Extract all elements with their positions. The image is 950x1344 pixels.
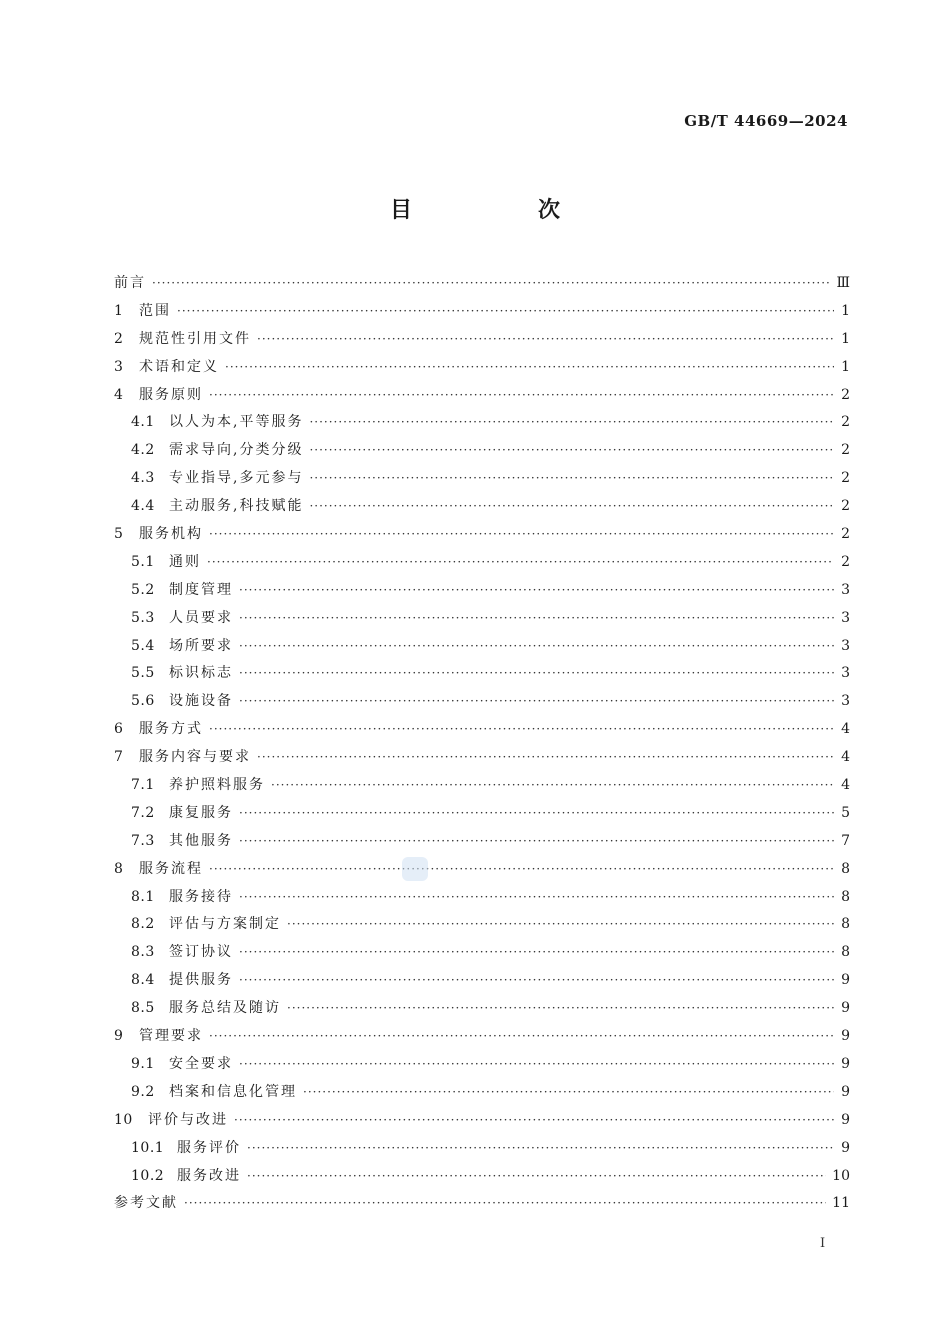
dot-leader <box>287 995 834 1023</box>
dot-leader <box>257 326 834 354</box>
toc-entry-label: 评估与方案制定 <box>169 916 281 933</box>
toc-entry-page: 9 <box>841 1000 850 1017</box>
toc-entry[interactable] <box>114 800 850 828</box>
toc-entry[interactable] <box>114 605 850 633</box>
toc-entry-label: 服务原则 <box>139 386 203 403</box>
page-number: I <box>820 1236 826 1251</box>
toc-entry-page: 9 <box>841 1083 850 1100</box>
dot-leader <box>152 270 830 298</box>
toc-entry-page: 8 <box>841 916 850 933</box>
dot-leader <box>309 437 834 465</box>
toc-entry-page: 9 <box>841 1139 850 1156</box>
dot-leader <box>234 1107 834 1135</box>
toc-entry[interactable] <box>114 521 850 549</box>
toc-entry[interactable] <box>114 382 850 410</box>
toc-entry-label: 人员要求 <box>169 609 233 626</box>
toc-entry-number: 7 <box>114 749 124 766</box>
toc-entry[interactable] <box>114 409 850 437</box>
dot-leader <box>309 465 834 493</box>
toc-entry[interactable] <box>114 884 850 912</box>
toc-entry-label: 养护照料服务 <box>169 777 265 794</box>
toc-entry-label: 参考文献 <box>114 1195 178 1212</box>
toc-entry-label: 服务内容与要求 <box>139 749 251 766</box>
dot-leader <box>239 884 834 912</box>
toc-entry-number: 4.2 <box>131 442 155 459</box>
toc-entry-page: 11 <box>832 1195 850 1212</box>
toc-entry-page: Ⅲ <box>836 275 850 291</box>
toc-entry[interactable] <box>114 995 850 1023</box>
toc-entry-number: 9.2 <box>131 1083 155 1100</box>
dot-leader <box>239 633 834 661</box>
dot-leader <box>239 688 834 716</box>
toc-entry[interactable] <box>114 549 850 577</box>
toc-entry[interactable] <box>114 688 850 716</box>
toc-entry-label: 场所要求 <box>169 637 233 654</box>
toc-entry-label: 服务机构 <box>139 526 203 543</box>
toc-entry[interactable] <box>114 1079 850 1107</box>
toc-entry-page: 2 <box>841 442 850 459</box>
dot-leader <box>239 605 834 633</box>
toc-entry-number: 5 <box>114 526 124 543</box>
toc-entry-page: 2 <box>841 414 850 431</box>
toc-entry[interactable] <box>114 1107 850 1135</box>
dot-leader <box>239 660 834 688</box>
toc-entry-page: 10 <box>832 1167 850 1184</box>
toc-entry-label: 服务评价 <box>177 1139 241 1156</box>
toc-entry-page: 9 <box>841 1055 850 1072</box>
toc-entry-label: 以人为本,平等服务 <box>169 414 304 431</box>
watermark-logo <box>402 857 428 881</box>
toc-entry-label: 通则 <box>169 553 201 570</box>
toc-entry-label: 设施设备 <box>169 693 233 710</box>
toc-entry-label: 管理要求 <box>139 1028 203 1045</box>
dot-leader <box>207 549 834 577</box>
toc-entry-number: 4.4 <box>131 498 155 515</box>
toc-entry-number: 10.2 <box>131 1167 165 1184</box>
dot-leader <box>309 409 834 437</box>
toc-entry-number: 10.1 <box>131 1139 165 1156</box>
toc-entry-number: 8.4 <box>131 972 155 989</box>
toc-entry[interactable] <box>114 1051 850 1079</box>
toc-entry-number: 4.1 <box>131 414 155 431</box>
toc-entry-page: 2 <box>841 470 850 487</box>
toc-entry-page: 1 <box>841 330 850 347</box>
toc-entry-number: 4.3 <box>131 470 155 487</box>
toc-entry-label: 康复服务 <box>169 804 233 821</box>
toc-entry-number: 8.2 <box>131 916 155 933</box>
dot-leader <box>303 1079 834 1107</box>
toc-entry-page: 4 <box>841 777 850 794</box>
toc-entry[interactable] <box>114 633 850 661</box>
toc-entry-number: 5.3 <box>131 609 155 626</box>
dot-leader <box>239 828 834 856</box>
toc-entry-label: 服务流程 <box>139 860 203 877</box>
toc-entry-page: 7 <box>841 832 850 849</box>
toc-entry-label: 主动服务,科技赋能 <box>169 498 304 515</box>
page-title: 目 次 <box>389 198 612 223</box>
dot-leader <box>309 493 834 521</box>
toc-entry[interactable] <box>114 493 850 521</box>
standard-code: GB/T 44669—2024 <box>684 112 848 130</box>
table-of-contents <box>114 270 850 1218</box>
dot-leader <box>239 1051 834 1079</box>
toc-entry-page: 4 <box>841 721 850 738</box>
toc-entry-number: 7.3 <box>131 832 155 849</box>
dot-leader <box>271 772 834 800</box>
toc-entry-label: 档案和信息化管理 <box>169 1083 297 1100</box>
dot-leader <box>239 577 834 605</box>
toc-entry[interactable] <box>114 1163 850 1191</box>
toc-entry-number: 6 <box>114 721 124 738</box>
dot-leader <box>209 716 834 744</box>
toc-entry[interactable] <box>114 577 850 605</box>
dot-leader <box>225 354 834 382</box>
toc-entry-label: 专业指导,多元参与 <box>169 470 304 487</box>
toc-entry[interactable] <box>114 744 850 772</box>
toc-entry[interactable] <box>114 326 850 354</box>
toc-entry-label: 评价与改进 <box>148 1111 228 1128</box>
toc-entry-page: 8 <box>841 944 850 961</box>
toc-entry[interactable] <box>114 967 850 995</box>
toc-entry-page: 9 <box>841 1028 850 1045</box>
toc-entry[interactable] <box>114 911 850 939</box>
dot-leader <box>239 800 834 828</box>
toc-entry[interactable] <box>114 465 850 493</box>
toc-entry-page: 2 <box>841 526 850 543</box>
toc-entry-number: 4 <box>114 386 124 403</box>
toc-entry-page: 5 <box>841 804 850 821</box>
dot-leader <box>257 744 834 772</box>
toc-entry-number: 8.3 <box>131 944 155 961</box>
dot-leader <box>177 298 834 326</box>
toc-entry-number: 2 <box>114 330 124 347</box>
toc-entry[interactable] <box>114 856 850 884</box>
toc-entry-page: 3 <box>841 609 850 626</box>
toc-entry[interactable] <box>114 1135 850 1163</box>
toc-entry-label: 提供服务 <box>169 972 233 989</box>
dot-leader <box>247 1135 834 1163</box>
toc-entry-number: 5.5 <box>131 665 155 682</box>
toc-entry-label: 范围 <box>139 302 171 319</box>
toc-entry-page: 9 <box>841 1111 850 1128</box>
toc-entry-number: 5.1 <box>131 553 155 570</box>
toc-entry-label: 需求导向,分类分级 <box>169 442 304 459</box>
dot-leader <box>209 1023 834 1051</box>
toc-entry-number: 3 <box>114 358 124 375</box>
toc-entry-page: 3 <box>841 693 850 710</box>
toc-entry-label: 服务接待 <box>169 888 233 905</box>
toc-entry[interactable] <box>114 716 850 744</box>
toc-entry[interactable] <box>114 354 850 382</box>
toc-entry-number: 8 <box>114 860 124 877</box>
toc-entry-number: 10 <box>114 1111 133 1128</box>
toc-entry-label: 服务方式 <box>139 721 203 738</box>
toc-entry[interactable] <box>114 660 850 688</box>
toc-entry-label: 签订协议 <box>169 944 233 961</box>
toc-entry[interactable] <box>114 298 850 326</box>
toc-entry-page: 1 <box>841 358 850 375</box>
toc-entry-label: 服务总结及随访 <box>169 1000 281 1017</box>
toc-entry-page: 3 <box>841 581 850 598</box>
toc-entry-number: 7.2 <box>131 804 155 821</box>
toc-entry-page: 8 <box>841 860 850 877</box>
toc-entry-number: 9.1 <box>131 1055 155 1072</box>
dot-leader <box>239 939 834 967</box>
dot-leader <box>209 382 834 410</box>
toc-entry-label: 安全要求 <box>169 1055 233 1072</box>
toc-entry-page: 4 <box>841 749 850 766</box>
toc-entry-label: 前言 <box>114 275 146 291</box>
toc-entry-page: 2 <box>841 498 850 515</box>
toc-entry[interactable] <box>114 1190 850 1218</box>
toc-entry-number: 5.2 <box>131 581 155 598</box>
dot-leader <box>209 856 834 884</box>
toc-entry-number: 8.1 <box>131 888 155 905</box>
toc-entry-number: 1 <box>114 302 124 319</box>
toc-entry-label: 服务改进 <box>177 1167 241 1184</box>
toc-entry[interactable] <box>114 772 850 800</box>
dot-leader <box>209 521 834 549</box>
toc-entry[interactable] <box>114 437 850 465</box>
toc-entry-label: 规范性引用文件 <box>139 330 251 347</box>
toc-entry-page: 8 <box>841 888 850 905</box>
toc-entry-number: 8.5 <box>131 1000 155 1017</box>
toc-entry-page: 3 <box>841 665 850 682</box>
toc-entry-label: 其他服务 <box>169 832 233 849</box>
toc-entry-page: 9 <box>841 972 850 989</box>
toc-entry-page: 2 <box>841 553 850 570</box>
dot-leader <box>184 1190 826 1218</box>
dot-leader <box>247 1163 826 1191</box>
toc-entry[interactable] <box>114 939 850 967</box>
toc-entry-page: 3 <box>841 637 850 654</box>
toc-entry-page: 2 <box>841 386 850 403</box>
toc-entry-number: 9 <box>114 1028 124 1045</box>
dot-leader <box>287 911 834 939</box>
dot-leader <box>239 967 834 995</box>
toc-entry-number: 7.1 <box>131 777 155 794</box>
toc-entry-page: 1 <box>841 302 850 319</box>
toc-entry[interactable] <box>114 828 850 856</box>
toc-entry-label: 术语和定义 <box>139 358 219 375</box>
toc-entry-number: 5.4 <box>131 637 155 654</box>
toc-entry-number: 5.6 <box>131 693 155 710</box>
toc-entry[interactable] <box>114 1023 850 1051</box>
toc-entry-label: 标识标志 <box>169 665 233 682</box>
toc-entry-label: 制度管理 <box>169 581 233 598</box>
toc-entry[interactable] <box>114 270 850 298</box>
